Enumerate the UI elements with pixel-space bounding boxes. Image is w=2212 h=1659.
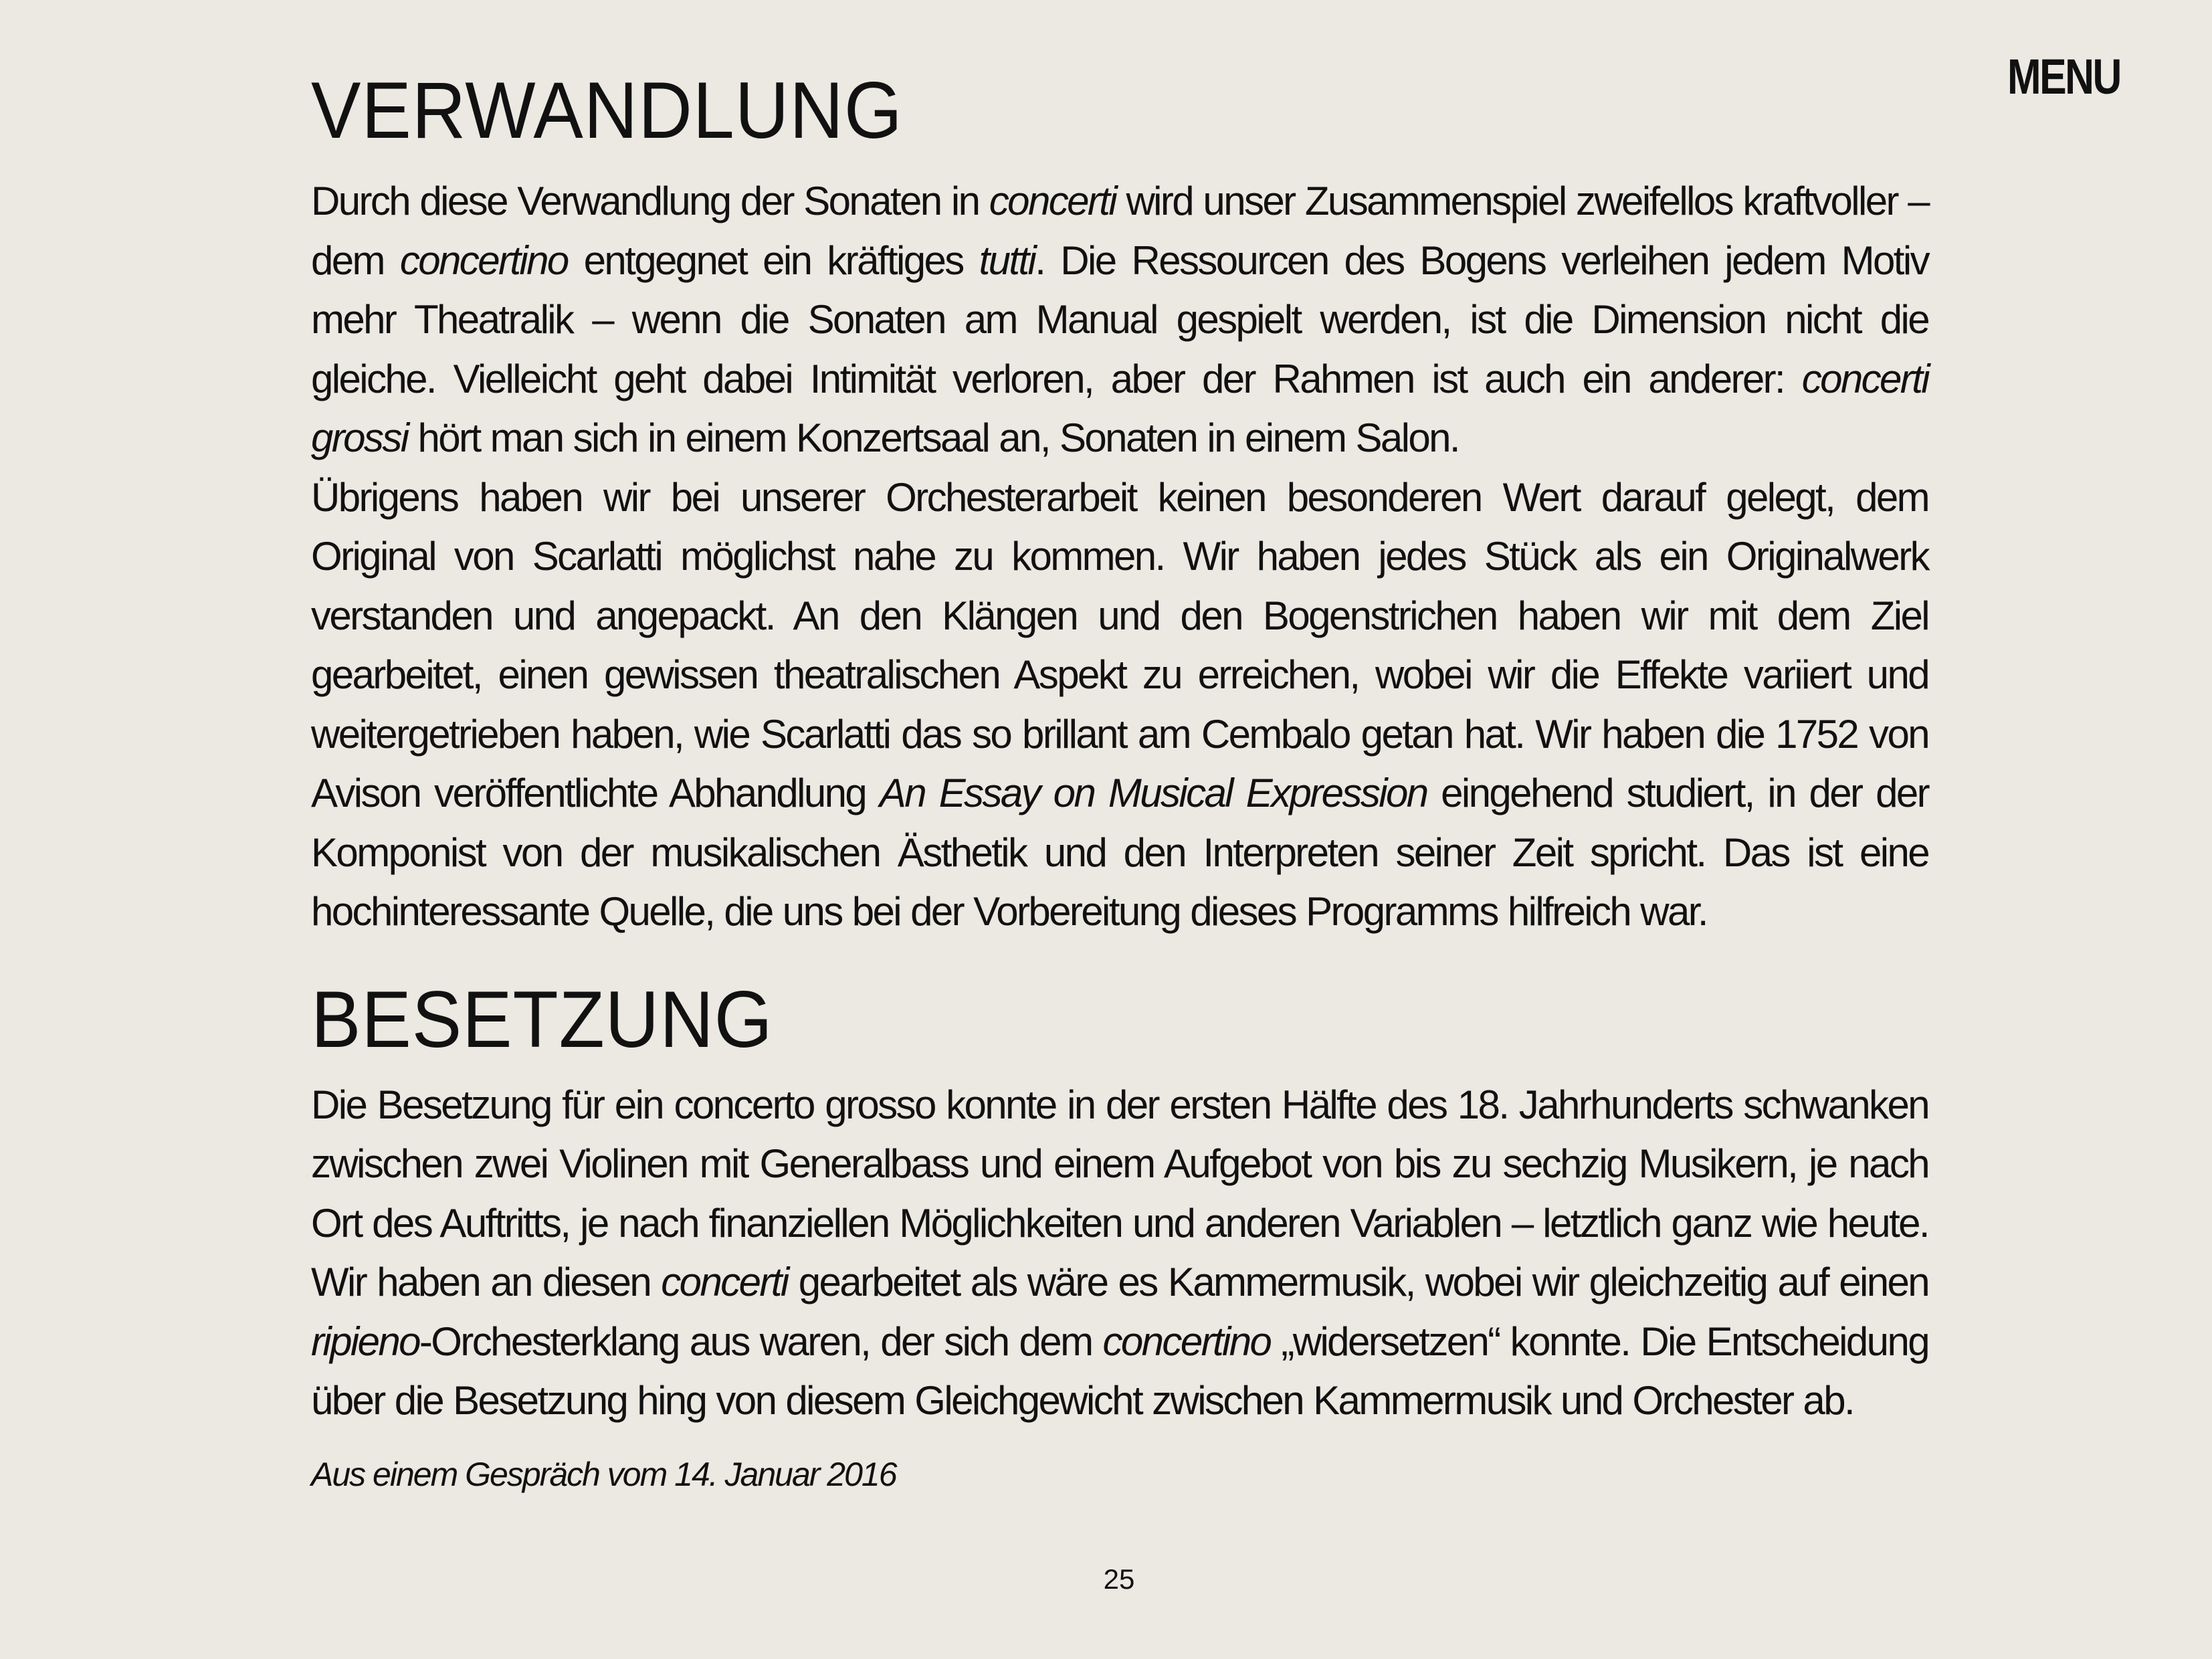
text-run: eingehend studiert, in der der Komponist von der musikalischen Ästhetik und den Interpreten seiner Zeit spricht. Das ist eine hochinteressante Quelle, die uns bei der Vorbereitung dieses Programms hilfreich war. (311, 771, 1928, 934)
text-run: hört man sich in einem Konzertsaal an, Sonaten in einem Salon. (407, 415, 1459, 460)
text-run: Übrigens haben wir bei unserer Orchesterarbeit keinen besonderen Wert darauf gelegt, dem Original von Scarlatti möglichst nahe zu kommen. Wir haben jedes Stück als ein Originalwerk verstanden und angepackt. An den Klängen und den Bogenstrichen haben wir mit dem Ziel gearbeitet, einen gewissen theatralischen Aspekt zu erreichen, wobei wir die Effekte variiert und weitergetrieben haben, wie Scarlatti das so brillant am Cembalo getan hat. Wir haben die 1752 von Avison veröffentlichte Abhandlung (311, 474, 1928, 815)
paragraph-verwandlung-2 (311, 468, 1928, 942)
menu-button[interactable]: MENU (2007, 49, 2120, 104)
text-run: Durch diese Verwandlung der Sonaten in (311, 179, 989, 223)
paragraph-besetzung-1 (311, 1076, 1928, 1431)
text-run: wird unser Zusammenspiel zweifellos kraftvoller – dem (311, 179, 1928, 283)
text-run: gearbeitet als wäre es Kammermusik, wobei wir gleichzeitig auf einen (787, 1260, 1929, 1304)
text-run: „widersetzen“ konnte. Die Entscheidung über die Besetzung hing von diesem Gleichgewicht zwischen Kammermusik und Orchester ab. (311, 1319, 1928, 1423)
source-note: Aus einem Gespräch vom 14. Januar 2016 (311, 1455, 896, 1493)
paragraph-verwandlung-1 (311, 172, 1928, 468)
text-run: . Die Ressourcen des Bogens verleihen jedem Motiv mehr Theatralik – wenn die Sonaten am Manual gespielt werden, ist die Dimension nicht die gleiche. Vielleicht geht dabei Intimität verloren, aber der Rahmen ist auch ein anderer: (311, 237, 1928, 401)
section-title-verwandlung: VERWANDLUNG (311, 66, 903, 155)
section-title-besetzung: BESETZUNG (311, 974, 773, 1064)
emphasis-run: concerti grossi (311, 356, 1928, 460)
emphasis-run: concertino (399, 237, 568, 283)
emphasis-run: tutti (979, 237, 1035, 283)
text-run: entgegnet ein kräftiges (567, 237, 979, 283)
emphasis-run: concerti (989, 179, 1116, 223)
emphasis-run: An Essay on Musical Expression (879, 771, 1427, 815)
emphasis-run: concertino (1102, 1319, 1271, 1364)
emphasis-run: concerti (661, 1260, 788, 1304)
text-run: -Orchesterklang aus waren, der sich dem (419, 1319, 1103, 1364)
page-number: 25 (1103, 1563, 1135, 1595)
text-run: Die Besetzung für ein concerto grosso konnte in der ersten Hälfte des 18. Jahrhunderts schwanken zwischen zwei Violinen mit Generalbass und einem Aufgebot von bis zu sechzig Musikern, je nach Ort des Auftritts, je nach finanziellen Möglichkeiten und anderen Variablen – letztlich ganz wie heute. Wir haben an diesen (311, 1082, 1928, 1304)
emphasis-run: ripieno (311, 1319, 419, 1364)
page-content (311, 64, 1928, 1494)
